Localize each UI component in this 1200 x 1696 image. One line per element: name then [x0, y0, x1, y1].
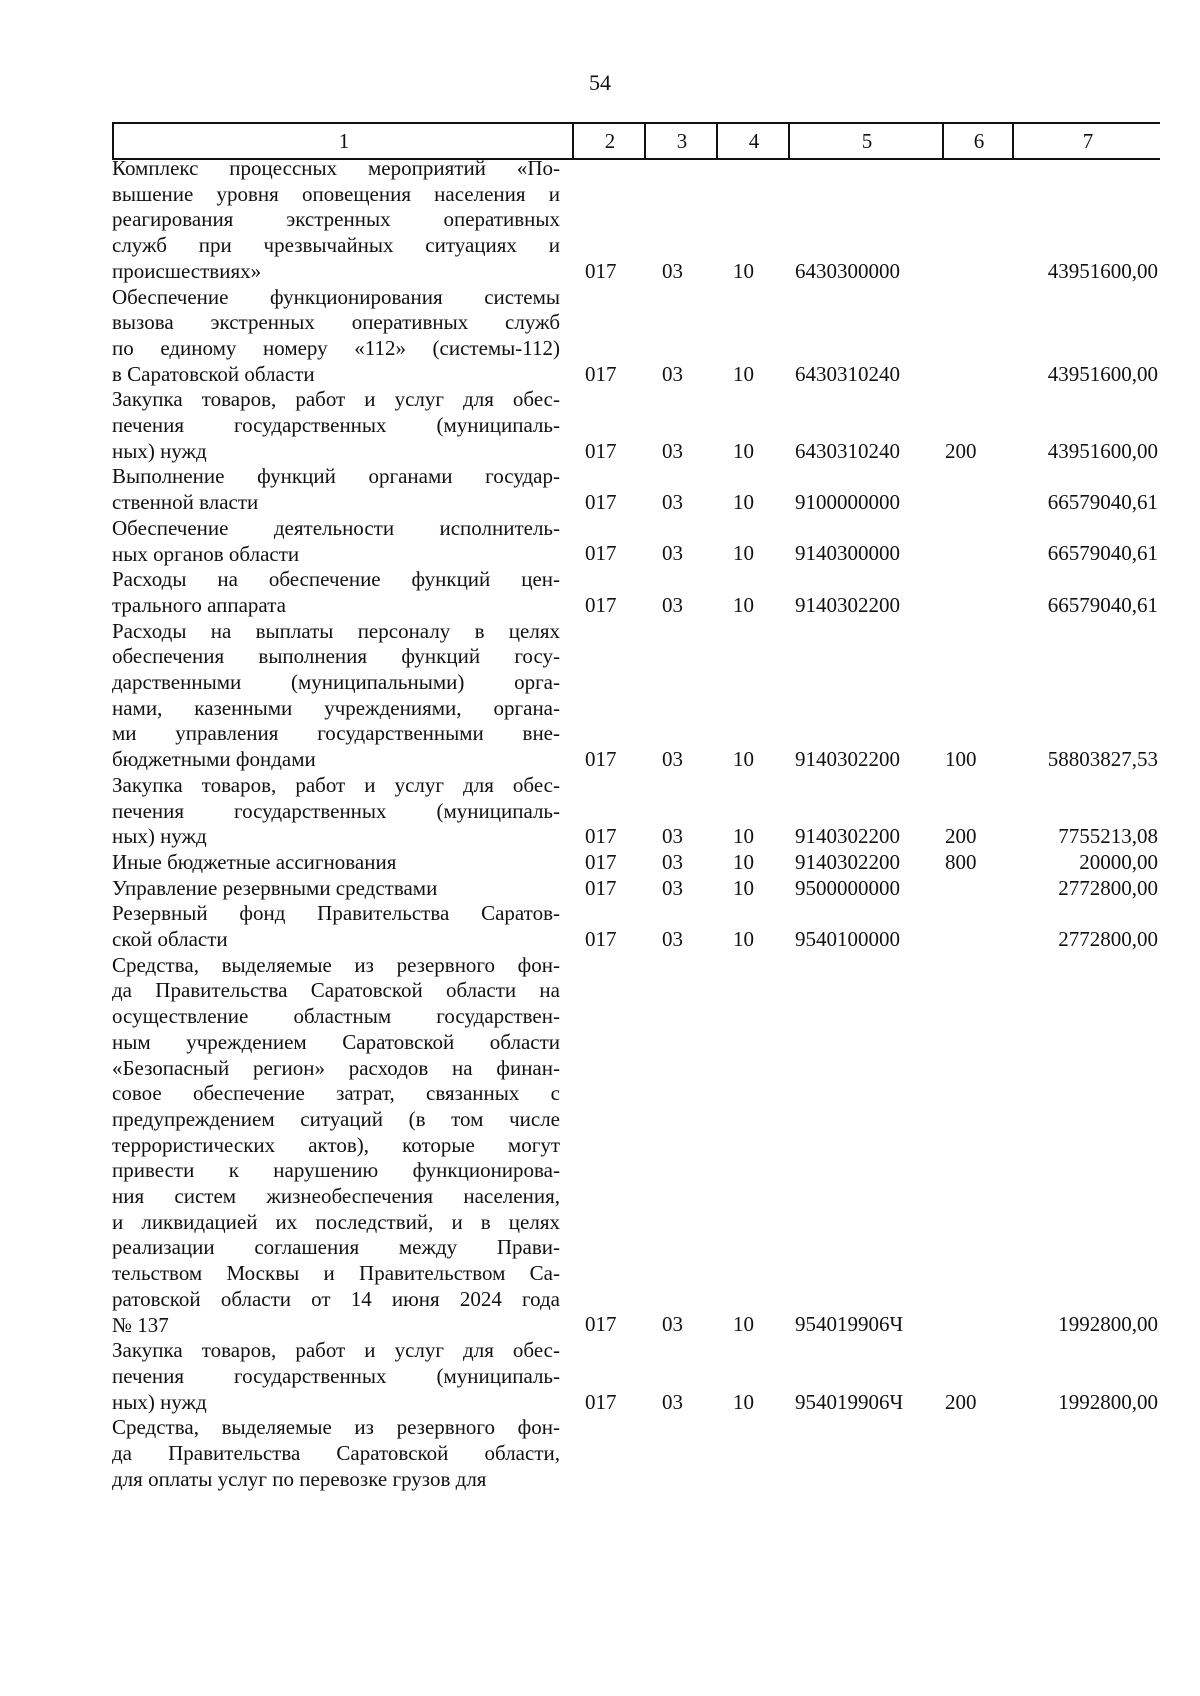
description-line: Управление резервными средствами — [112, 875, 438, 900]
description-line: нами, казенными учреждениями, органа- — [112, 695, 560, 720]
cell-c3: 03 — [662, 361, 683, 386]
table-row — [0, 156, 1200, 285]
row-description — [112, 285, 560, 388]
cell-c5: 6430310240 — [795, 438, 900, 463]
description-line: ных) нужд — [112, 438, 207, 463]
cell-c5: 954019906Ч — [795, 1389, 904, 1414]
cell-c3: 03 — [662, 926, 683, 951]
description-line: привести к нарушению функционирова- — [112, 1158, 560, 1183]
description-line: террористических актов), которые могут — [112, 1132, 560, 1157]
table-row — [0, 953, 1200, 1339]
row-description — [112, 1415, 560, 1492]
cell-c2: 017 — [585, 747, 617, 772]
table-row — [0, 619, 1200, 773]
cell-c2: 017 — [585, 258, 617, 283]
cell-c6: 800 — [945, 849, 977, 874]
row-description — [112, 387, 560, 464]
cell-c3: 03 — [662, 849, 683, 874]
cell-c3: 03 — [662, 438, 683, 463]
cell-c6: 200 — [945, 438, 977, 463]
cell-c5: 954019906Ч — [795, 1312, 904, 1337]
description-line: Выполнение функций органами государ- — [112, 464, 560, 489]
description-line: ным учреждением Саратовской области — [112, 1029, 560, 1054]
header-col-5: 5 — [788, 124, 944, 158]
description-line: № 137 — [112, 1312, 169, 1337]
cell-c7: 43951600,00 — [1047, 258, 1158, 283]
cell-c5: 9500000000 — [795, 875, 900, 900]
row-description — [112, 773, 560, 850]
description-line: печения государственных (муниципаль- — [112, 1363, 560, 1388]
cell-c4: 10 — [733, 875, 754, 900]
cell-c4: 10 — [733, 592, 754, 617]
description-line: Средства, выделяемые из резервного фон- — [112, 1415, 560, 1440]
cell-c6: 200 — [945, 1389, 977, 1414]
description-line: да Правительства Саратовской области на — [112, 978, 560, 1003]
description-line: Расходы на выплаты персоналу в целях — [112, 618, 560, 643]
page-number: 54 — [589, 70, 611, 95]
table-row — [0, 901, 1200, 952]
description-line: печения государственных (муниципаль- — [112, 798, 560, 823]
cell-c3: 03 — [662, 1389, 683, 1414]
cell-c3: 03 — [662, 747, 683, 772]
cell-c2: 017 — [585, 849, 617, 874]
description-line: ратовской области от 14 июня 2024 года — [112, 1286, 560, 1311]
description-line: бюджетными фондами — [112, 747, 316, 772]
cell-c4: 10 — [733, 747, 754, 772]
cell-c7: 20000,00 — [1079, 849, 1158, 874]
description-line: Средства, выделяемые из резервного фон- — [112, 952, 560, 977]
table-header — [112, 122, 1160, 160]
header-col-6: 6 — [942, 124, 1014, 158]
cell-c5: 9140302200 — [795, 824, 900, 849]
cell-c4: 10 — [733, 1389, 754, 1414]
table-row — [0, 464, 1200, 515]
cell-c5: 9540100000 — [795, 926, 900, 951]
description-line: трального аппарата — [112, 592, 286, 617]
cell-c7: 43951600,00 — [1047, 438, 1158, 463]
description-line: Иные бюджетные ассигнования — [112, 849, 397, 874]
row-description — [112, 567, 560, 618]
description-line: происшествиях» — [112, 258, 262, 283]
description-line: «Безопасный регион» расходов на финан- — [112, 1055, 560, 1080]
cell-c4: 10 — [733, 438, 754, 463]
description-line: служб при чрезвычайных ситуациях и — [112, 233, 560, 258]
description-line: Обеспечение функционирования системы — [112, 284, 560, 309]
description-line: Закупка товаров, работ и услуг для обес- — [112, 387, 560, 412]
cell-c5: 9140302200 — [795, 849, 900, 874]
row-description — [112, 464, 560, 515]
cell-c2: 017 — [585, 361, 617, 386]
cell-c5: 9140302200 — [795, 592, 900, 617]
cell-c6: 200 — [945, 824, 977, 849]
cell-c7: 1992800,00 — [1058, 1312, 1158, 1337]
description-line: ния систем жизнеобеспечения населения, — [112, 1184, 560, 1209]
row-description — [112, 850, 560, 876]
table-row — [0, 516, 1200, 567]
description-line: для оплаты услуг по перевозке грузов для — [112, 1466, 487, 1491]
cell-c7: 43951600,00 — [1047, 361, 1158, 386]
cell-c4: 10 — [733, 1312, 754, 1337]
cell-c2: 017 — [585, 875, 617, 900]
cell-c2: 017 — [585, 1389, 617, 1414]
table-row — [0, 1415, 1200, 1492]
header-col-1: 1 — [112, 124, 574, 158]
cell-c4: 10 — [733, 926, 754, 951]
cell-c7: 66579040,61 — [1047, 490, 1158, 515]
description-line: печения государственных (муниципаль- — [112, 413, 560, 437]
table-row — [0, 1338, 1200, 1415]
description-line: ных) нужд — [112, 824, 207, 849]
header-col-2: 2 — [572, 124, 646, 158]
cell-c3: 03 — [662, 592, 683, 617]
row-description — [112, 876, 560, 902]
row-description — [112, 1338, 560, 1415]
cell-c2: 017 — [585, 926, 617, 951]
cell-c4: 10 — [733, 361, 754, 386]
row-description — [112, 953, 560, 1339]
cell-c2: 017 — [585, 824, 617, 849]
description-line: предупреждением ситуаций (в том числе — [112, 1106, 560, 1131]
description-line: ми управления государственными вне- — [112, 721, 560, 746]
cell-c3: 03 — [662, 875, 683, 900]
table-row — [0, 285, 1200, 388]
cell-c4: 10 — [733, 258, 754, 283]
cell-c2: 017 — [585, 490, 617, 515]
cell-c3: 03 — [662, 541, 683, 566]
description-line: ных) нужд — [112, 1389, 207, 1414]
description-line: обеспечения выполнения функций госу- — [112, 644, 560, 669]
description-line: вышение уровня оповещения населения и — [112, 181, 560, 206]
row-description — [112, 901, 560, 952]
description-line: осуществление областным государствен- — [112, 1004, 560, 1029]
description-line: Обеспечение деятельности исполнитель- — [112, 515, 560, 540]
cell-c3: 03 — [662, 1312, 683, 1337]
cell-c5: 9140302200 — [795, 747, 900, 772]
description-line: Комплекс процессных мероприятий «По- — [112, 156, 560, 180]
row-description — [112, 156, 560, 285]
description-line: по единому номеру «112» (системы-112) — [112, 335, 560, 360]
header-col-3: 3 — [644, 124, 718, 158]
description-line: Резервный фонд Правительства Саратов- — [112, 901, 560, 926]
cell-c7: 1992800,00 — [1058, 1389, 1158, 1414]
description-line: дарственными (муниципальными) орга- — [112, 670, 560, 694]
cell-c3: 03 — [662, 490, 683, 515]
description-line: реагирования экстренных оперативных — [112, 207, 560, 232]
description-line: ных органов области — [112, 541, 300, 566]
description-line: вызова экстренных оперативных служб — [112, 310, 560, 335]
cell-c7: 66579040,61 — [1047, 541, 1158, 566]
row-description — [112, 619, 560, 773]
cell-c5: 9100000000 — [795, 490, 900, 515]
cell-c4: 10 — [733, 541, 754, 566]
cell-c3: 03 — [662, 258, 683, 283]
table-row — [0, 773, 1200, 850]
table-row — [0, 850, 1200, 876]
description-line: Закупка товаров, работ и услуг для обес- — [112, 1338, 560, 1363]
cell-c7: 7755213,08 — [1058, 824, 1158, 849]
table-row — [0, 876, 1200, 902]
cell-c7: 66579040,61 — [1047, 592, 1158, 617]
description-line: ственной власти — [112, 490, 259, 515]
cell-c4: 10 — [733, 849, 754, 874]
description-line: тельством Москвы и Правительством Са- — [112, 1261, 560, 1286]
cell-c5: 6430300000 — [795, 258, 900, 283]
row-description — [112, 516, 560, 567]
cell-c5: 9140300000 — [795, 541, 900, 566]
description-line: Закупка товаров, работ и услуг для обес- — [112, 772, 560, 797]
cell-c2: 017 — [585, 541, 617, 566]
cell-c2: 017 — [585, 438, 617, 463]
cell-c2: 017 — [585, 1312, 617, 1337]
cell-c7: 58803827,53 — [1047, 747, 1158, 772]
cell-c7: 2772800,00 — [1058, 875, 1158, 900]
cell-c5: 6430310240 — [795, 361, 900, 386]
cell-c2: 017 — [585, 592, 617, 617]
description-line: и ликвидацией их последствий, и в целях — [112, 1209, 560, 1234]
description-line: реализации соглашения между Прави- — [112, 1235, 560, 1260]
table-row — [0, 567, 1200, 618]
cell-c4: 10 — [733, 824, 754, 849]
header-col-7: 7 — [1012, 124, 1162, 158]
cell-c3: 03 — [662, 824, 683, 849]
table-row — [0, 387, 1200, 464]
description-line: ской области — [112, 927, 228, 951]
cell-c6: 100 — [945, 747, 977, 772]
header-col-4: 4 — [716, 124, 790, 158]
description-line: да Правительства Саратовской области, — [112, 1441, 560, 1465]
description-line: в Саратовской области — [112, 361, 315, 386]
description-line: Расходы на обеспечение функций цен- — [112, 567, 560, 592]
cell-c4: 10 — [733, 490, 754, 515]
description-line: совое обеспечение затрат, связанных с — [112, 1081, 560, 1106]
cell-c7: 2772800,00 — [1058, 926, 1158, 951]
